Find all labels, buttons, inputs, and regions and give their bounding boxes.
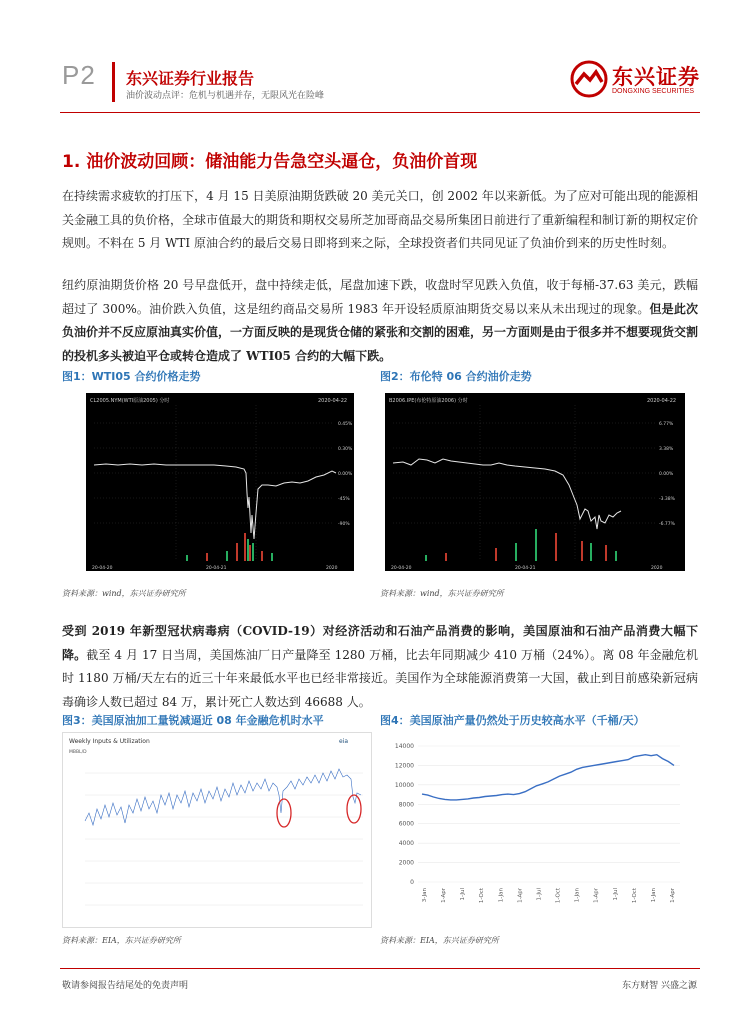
y-tick-label: 6000 bbox=[398, 820, 414, 828]
logo-text-cn: 东兴证券 bbox=[612, 65, 700, 89]
x-tick-label: 1-Jul bbox=[536, 888, 543, 901]
svg-text:0.00%: 0.00% bbox=[338, 472, 353, 477]
figure-2-svg bbox=[385, 393, 685, 571]
y-tick-label: 10000 bbox=[394, 781, 414, 789]
figure-2-chart bbox=[385, 393, 685, 571]
x-tick-label: 1-Apr bbox=[517, 888, 524, 903]
paragraph-3-bold: 受到 2019 年新型冠状病毒病（COVID-19）对经济活动和石油产品消费的影响，美国原油和石油产品消费大幅下降。 bbox=[62, 624, 698, 662]
figure-1-bottom-left: 20-04-20 bbox=[92, 566, 113, 571]
figure-1-bottom-mid: 20-04-21 bbox=[206, 566, 227, 571]
figure-2-source: 资料来源：wind，东兴证券研究所 bbox=[380, 589, 504, 598]
footer-slogan: 东方财智 兴盛之源 bbox=[622, 981, 697, 991]
x-tick-label: 1-Oct bbox=[479, 888, 486, 904]
page-header bbox=[0, 0, 755, 112]
figure-1-bottom-right: 2020 bbox=[326, 566, 338, 571]
figure-1-svg bbox=[86, 393, 354, 571]
figure-1-chart bbox=[86, 393, 354, 571]
figure-4-chart bbox=[380, 732, 690, 928]
svg-text:-90%: -90% bbox=[338, 522, 350, 527]
svg-text:6.77%: 6.77% bbox=[659, 422, 674, 427]
logo-emblem-icon bbox=[570, 60, 608, 98]
svg-text:0.45%: 0.45% bbox=[338, 422, 353, 427]
svg-text:-6.77%: -6.77% bbox=[659, 522, 675, 527]
y-tick-label: 14000 bbox=[394, 743, 414, 750]
x-tick-label: 1-Apr bbox=[441, 888, 448, 903]
figure-3-caption: 图3：美国原油加工量锐减逼近 08 年金融危机时水平 bbox=[62, 714, 324, 727]
y-tick-label: 12000 bbox=[394, 762, 414, 770]
y-tick-label: 4000 bbox=[398, 840, 414, 848]
x-tick-label: 1-Apr bbox=[670, 888, 676, 903]
paragraph-2 bbox=[62, 274, 698, 368]
svg-text:0.00%: 0.00% bbox=[659, 472, 674, 477]
paragraph-1: 在持续需求疲软的打压下，4 月 15 日美原油期货跌破 20 美元关口，创 2002 年以来新低。为了应对可能出现的能源相关金融工具的负价格，全球市值最大的期货和期权交易所芝加哥商品交易所集团日前进行了重新编程和制订新的期权定价规则。不料在 5 月 WTI 原油合约的最后交易日即将到来之际，全球投资者们共同见证了负油价到来的历史性时刻。 bbox=[62, 189, 699, 250]
header-rule bbox=[60, 112, 700, 113]
section-title: 1. 油价波动回顾：储油能力告急空头逼仓，负油价首现 bbox=[62, 152, 478, 172]
x-tick-label: 1-Jul bbox=[460, 888, 467, 901]
figure-3-chart-title: Weekly Inputs & Utilization bbox=[69, 738, 150, 745]
figure-1-caption: 图1：WTI05 合约价格走势 bbox=[62, 370, 201, 383]
figure-3-chart bbox=[62, 732, 372, 928]
svg-text:0.30%: 0.30% bbox=[338, 447, 353, 452]
report-title: 东兴证券行业报告 bbox=[126, 69, 255, 88]
paragraph-3 bbox=[62, 620, 698, 714]
report-subtitle: 油价波动点评：危机与机遇并存，无限风光在险峰 bbox=[126, 91, 325, 101]
x-tick-label: 1-Apr bbox=[593, 888, 600, 903]
x-tick-label: 1-Jan bbox=[498, 888, 505, 903]
figure-2-top-right: 2020-04-22 bbox=[647, 398, 677, 404]
figure-1-top-right: 2020-04-22 bbox=[318, 398, 348, 404]
paragraph-2-bold: 但是此次负油价并不反应原油真实价值，一方面反映的是现货仓储的紧张和交割的困难，另一方面则是由于很多并不想要现货交割的投机多头被迫平仓或转仓造成了 WTI05 合约的大幅下跌。 bbox=[62, 301, 699, 363]
svg-text:-3.38%: -3.38% bbox=[659, 497, 675, 502]
header-divider bbox=[112, 62, 115, 102]
footer-disclaimer: 敬请参阅报告结尾处的免责声明 bbox=[62, 981, 189, 991]
y-tick-label: 2000 bbox=[398, 859, 414, 867]
figure-4-svg bbox=[380, 732, 690, 928]
figure-2-bottom-left: 20-04-20 bbox=[391, 566, 412, 571]
figure-4-source: 资料来源：EIA，东兴证券研究所 bbox=[380, 936, 499, 945]
figure-3-logo: eia bbox=[339, 738, 349, 745]
page-number: P2 bbox=[62, 60, 96, 90]
figure-4-caption: 图4：美国原油产量仍然处于历史较高水平（千桶/天） bbox=[380, 714, 645, 727]
figure-3-y-unit: MBBL/D bbox=[69, 750, 87, 755]
figure-1-source: 资料来源：wind，东兴证券研究所 bbox=[62, 589, 186, 598]
figure-3-svg bbox=[63, 733, 371, 927]
paragraph-3-text: 截至 4 月 17 日当周，美国炼油厂日产量降至 1280 万桶，比去年同期减少 410 万桶（24%）。离 08 年金融危机时 1180 万桶/天左右的近三十年来最低水平也已经非常接近。美国作为全球能源消费第一大国，截止到目前感染新冠病毒确诊人数已超过 84 万，累计死亡人数达到 46688 人。 bbox=[62, 647, 698, 709]
x-tick-label: 1-Oct bbox=[631, 888, 638, 904]
y-tick-label: 8000 bbox=[398, 801, 414, 809]
figure-2-top-label: B2006.IPE(布伦特原油2006) 分时 bbox=[389, 398, 468, 404]
figure-2-bottom-right: 2020 bbox=[651, 566, 663, 571]
company-logo bbox=[570, 58, 700, 104]
x-tick-label: 1-Jan bbox=[650, 888, 657, 903]
x-tick-label: 1-Jul bbox=[612, 888, 619, 901]
paragraph-2-text: 纽约原油期货价格 20 号早盘低开，盘中持续走低，尾盘加速下跌，收盘时罕见跌入负值，收于每桶-37.63 美元，跌幅超过了 300%。油价跌入负值，这是纽约商品交易所 1983 年开设轻质原油期货交易以来从未出现过的现象。 bbox=[62, 278, 698, 316]
figure-2-caption: 图2：布伦特 06 合约油价走势 bbox=[380, 370, 532, 383]
footer-rule bbox=[60, 968, 700, 969]
svg-text:3.38%: 3.38% bbox=[659, 447, 674, 452]
x-tick-label: 1-Jan bbox=[574, 888, 581, 903]
x-tick-label: 1-Oct bbox=[555, 888, 562, 904]
figure-1-top-label: CL2005.NYM(WTI原油2005) 分时 bbox=[90, 398, 170, 404]
x-tick-label: 3-Jan bbox=[422, 888, 428, 903]
series-line bbox=[422, 755, 674, 800]
svg-text:-45%: -45% bbox=[338, 497, 350, 502]
logo-text-en: DONGXING SECURITIES bbox=[612, 88, 695, 95]
y-tick-label: 0 bbox=[410, 879, 414, 886]
figure-3-source: 资料来源：EIA，东兴证券研究所 bbox=[62, 936, 181, 945]
figure-2-bottom-mid: 20-04-21 bbox=[515, 566, 536, 571]
